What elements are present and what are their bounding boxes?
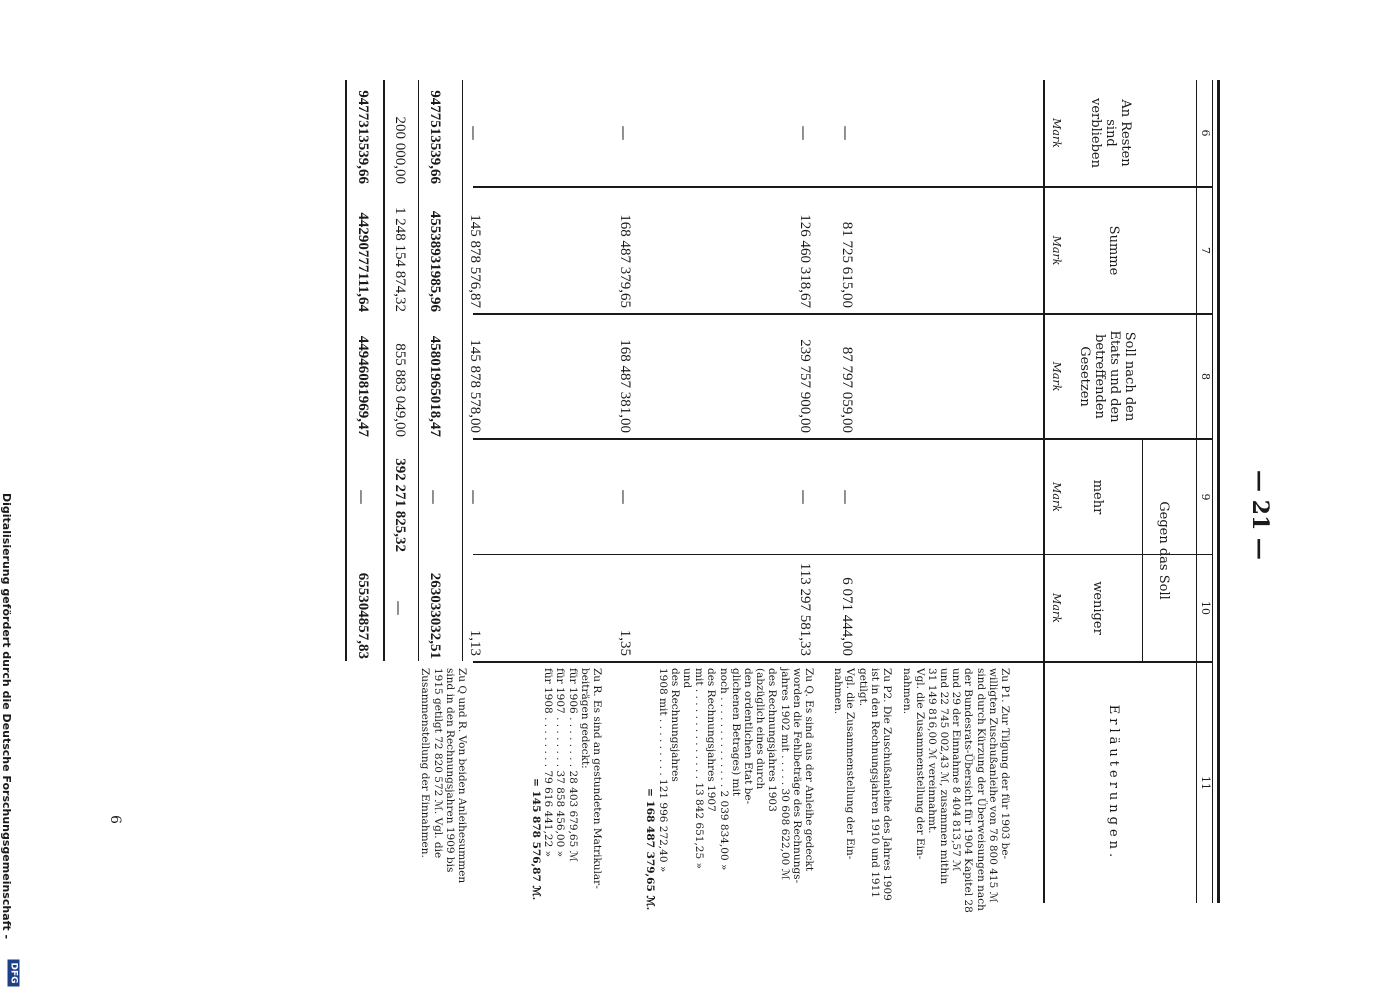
row4-c7: 145 878 576,87 [467,214,483,308]
total3-c8: 44946081969,47 [355,335,371,437]
group-rule [1142,438,1143,661]
note-line: des Rechnungsjahres 1903 [766,668,779,812]
note-line: und [680,668,693,689]
note-line: der Bundesrats-Übersicht für 1904 Kapitel 28 [962,668,975,913]
note-line: Vgl. die Zusammenstellung der Ein- [913,668,926,860]
col10-header: weniger [1090,581,1105,635]
note-line: jahres 1902 mit . . . . . 30 608 622,00 ℳ [778,668,791,880]
col6-header: An Resten sind verblieben [1088,98,1133,168]
header-bottom-rule [1043,80,1045,903]
note-line: Vgl. die Zusammenstellung der Ein- [844,668,857,860]
note-line: worden die Fehlbeträge des Rechnungs- [790,668,803,884]
note-line: beiträgen gedeckt: [578,668,591,769]
note-q [644,668,815,910]
note-line: 1915 getilgt 72 820 572 ℳ. Vgl. die [431,668,444,859]
total1-c10: 263033032,51 [427,572,443,659]
total2-c7: 1 248 154 874,32 [392,207,408,312]
total3-c7: 44290777111,64 [355,212,371,312]
row3-c7: 168 487 379,65 [617,214,633,308]
note-line: den ordentlichen Etat be- [741,668,754,805]
top-rule-thin [1212,80,1213,903]
row1-c9: — [837,489,855,505]
col7-header: Summe [1106,225,1121,276]
col6-unit: Mark [1050,118,1063,148]
row1-c6: — [837,125,855,141]
row2-c6: — [795,125,813,141]
row1-c8: 87 797 059,00 [839,346,855,433]
totals-rule-2 [418,80,419,661]
note-line: sind durch Kürzung der Überweisungen nach [974,668,987,911]
note-line: 31 149 816,00 ℳ vereinnahmt. [925,668,938,834]
col10-unit: Mark [1050,593,1063,623]
total2-c10: — [390,600,408,616]
page-number-bottom: 6 [107,815,123,824]
note-qr [419,668,468,883]
note-line: ist in den Rechnungsjahren 1910 und 1911 [868,668,881,898]
row4-c9: — [465,489,483,505]
note-line: für 1907 . . . . . . . . 37 858 456,00 » [554,668,567,858]
note-total: = 145 878 576,87 ℳ. [529,778,542,901]
col8-unit: Mark [1050,361,1063,392]
col-number-11: 11 [1199,776,1212,790]
total1-c7: 45538931985,96 [427,210,443,312]
note-line: für 1908 . . . . . . . . 79 616 441,22 » [542,668,555,858]
total1-c8: 45801965018,47 [427,335,443,437]
note-line: für 1906 . . . . . . . . 28 403 679,65 ℳ [566,668,579,862]
bottom-rule [345,80,347,661]
note-p2 [832,668,893,901]
note-r [530,668,603,900]
note-line: Zusammenstellung der Einnahmen. [419,668,432,858]
row1-c10: 6 071 444,00 [839,577,855,656]
note-line: Zu P1. Zur Tilgung der für 1903 be- [999,668,1011,860]
group-header: Gegen das Soll [1156,501,1171,600]
total1-c9: — [425,489,443,505]
totals-rule-3 [383,80,385,661]
col-rule-10-11 [473,661,1213,663]
col8-header: Soll nach den Etats und den betreffenden Gesetzen [1077,330,1137,423]
col9-unit: Mark [1050,482,1063,512]
note-line: des Rechnungsjahres [668,668,681,782]
page-number-top: — 21 — [1247,470,1273,560]
note-line: mit . . . . . . . . . . . . . . 13 842 651,25 » [693,668,706,869]
row3-c10: 1,35 [617,629,633,656]
dfg-logo-text: DFG [8,962,19,984]
note-line: des Rechnungsjahres 1907 [705,668,718,812]
note-p1 [901,668,1011,913]
col-number-10: 10 [1199,601,1212,615]
row4-c8: 145 878 578,00 [467,339,483,433]
col9-header: mehr [1090,479,1105,515]
note-line: (abzüglich eines durch [754,668,767,790]
total1-c6: 9477513539,66 [427,90,443,184]
col11-header: Erläuterungen. [1106,704,1121,862]
total3-c9: — [353,489,371,505]
col-number-8: 8 [1199,373,1212,380]
note-line: getilgt. [856,668,869,707]
total3-c10: 655304857,83 [355,572,371,659]
row2-c10: 113 297 581,33 [797,562,813,656]
col7-unit: Mark [1050,235,1063,266]
note-line: glichenen Betrages) mit [729,668,742,797]
row3-c6: — [615,125,633,141]
header-number-rule [1196,80,1197,903]
note-line: nahmen. [901,668,914,715]
note-line: Zu Q. Es sind aus der Anleihe gedeckt [803,668,815,872]
note-line: und 22 745 002,43 ℳ, zusammen mithin [937,668,950,885]
row3-c8: 168 487 381,00 [617,339,633,433]
note-line: 1908 mit . . . . . . . . . 121 996 272,40 » [656,668,669,873]
note-line: Zu Q und R. Von beiden Anleihesummen [456,668,468,884]
top-double-rule [1217,80,1220,903]
note-total: = 168 487 379,65 ℳ. [644,788,657,911]
total3-c6: 9477313539,66 [355,90,371,184]
row2-c8: 239 757 900,00 [797,339,813,433]
col-number-9: 9 [1199,493,1212,501]
note-line: willigten Zuschußanleihe von 76 800 415 ℳ [986,668,999,903]
row3-c9: — [615,489,633,505]
col-number-6: 6 [1199,129,1212,137]
totals-rule-1 [462,80,463,661]
col-number-7: 7 [1199,247,1212,254]
note-line: Zu R. Es sind an gestundeten Matrikular- [591,668,603,889]
row2-c9: — [795,489,813,505]
total2-c9: 392 271 825,32 [392,458,408,552]
total2-c8: 855 883 049,00 [392,343,408,437]
note-line: nahmen. [832,668,845,715]
note-line: und 29 der Einnahme 8 404 813,57 ℳ [950,668,963,872]
total2-c6: 200 000,00 [392,116,408,184]
row1-c7: 81 725 615,00 [839,221,855,308]
note-line: Zu P2. Die Zuschußanleihe des Jahres 1909 [881,668,893,901]
row4-c6: — [465,125,483,141]
note-line: noch . . . . . . . . . . . . . . 2 039 834,00 » [717,668,730,871]
note-line: sind in den Rechnungsjahren 1909 bis [443,668,456,873]
digitization-notice-text: Digitalisierung gefördert durch die Deutsche Forschungsgemeinschaft - [0,493,13,940]
row2-c7: 126 460 318,67 [797,214,813,308]
row4-c10: 1,13 [467,629,483,656]
